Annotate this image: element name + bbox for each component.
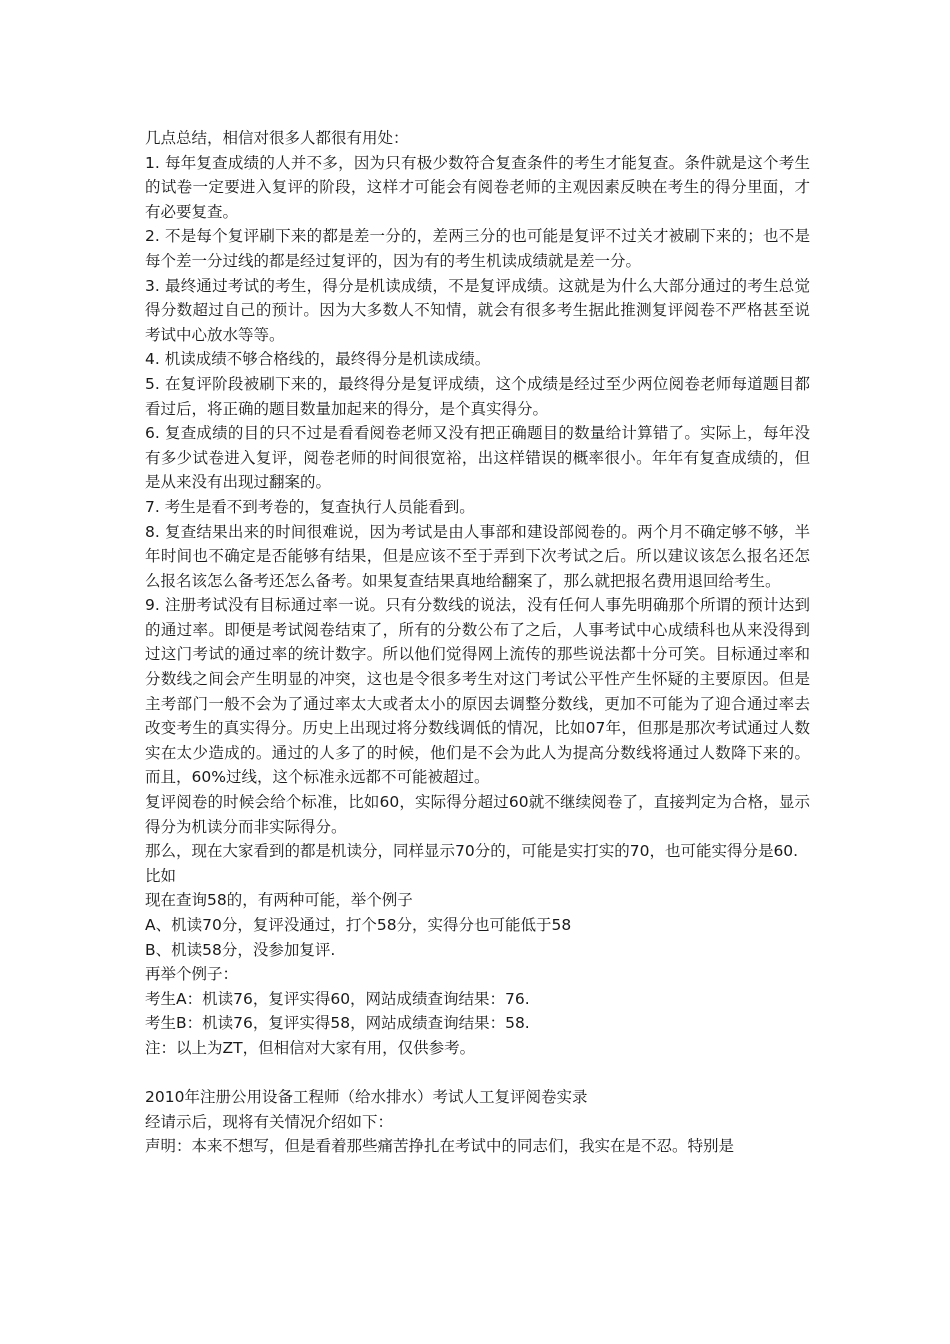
blank-line <box>145 1061 810 1086</box>
document-body <box>145 126 810 1159</box>
paragraph-point-8: 8. 复查结果出来的时间很难说，因为考试是由人事部和建设部阅卷的。两个月不确定够不够，半年时间也不确定是否能够有结果，但是应该不至于弄到下次考试之后。所以建议该怎么报名还怎么报名该怎么备考还怎么备考。如果复查结果真地给翻案了，那么就把报名费用退回给考生。 <box>145 522 810 590</box>
paragraph-point-9: 9. 注册考试没有目标通过率一说。只有分数线的说法，没有任何人事先明确那个所谓的预计达到的通过率。即便是考试阅卷结束了，所有的分数公布了之后，人事考试中心成绩科也从来没得到过这门考试的通过率的统计数字。所以他们觉得网上流传的那些说法都十分可笑。目标通过率和分数线之间会产生明显的冲突，这也是令很多考生对这门考试公平性产生怀疑的主要原因。但是主考部门一般不会为了通过率太大或者太小的原因去调整分数线，更加不可能为了迎合通过率去改变考生的真实得分。历史上出现过将分数线调低的情况，比如07年，但那是那次考试通过人数实在太少造成的。通过的人多了的时候，他们是不会为此人为提高分数线将通过人数降下来的。而且，60%过线，这个标准永远都不可能被超过。 <box>145 596 810 787</box>
paragraph-query-58: 现在查询58的，有两种可能，举个例子 <box>145 891 413 910</box>
paragraph-intro: 几点总结，相信对很多人都很有用处： <box>145 129 409 147</box>
paragraph-review-standard: 复评阅卷的时候会给个标准，比如60，实际得分超过60就不继续阅卷了，直接判定为合格，显示得分为机读分而非实际得分。 <box>145 793 810 836</box>
paragraph-case-a: A、机读70分，复评没通过，打个58分，实得分也可能低于58 <box>145 916 572 934</box>
paragraph-point-1: 1. 每年复查成绩的人并不多，因为只有极少数符合复查条件的考生才能复查。条件就是这个考生的试卷一定要进入复评的阶段，这样才可能会有阅卷老师的主观因素反映在考生的得分里面，才有必要复查。 <box>145 153 810 221</box>
paragraph-candidate-b: 考生B：机读76，复评实得58，网站成绩查询结果：58. <box>145 1014 530 1033</box>
paragraph-for-example: 比如 <box>145 866 177 885</box>
paragraph-point-7: 7. 考生是看不到考卷的，复查执行人员能看到。 <box>145 497 475 516</box>
paragraph-introduction: 经请示后，现将有关情况介绍如下： <box>145 1112 394 1131</box>
paragraph-note: 注：以上为ZT，但相信对大家有用，仅供参考。 <box>145 1038 476 1057</box>
paragraph-point-3: 3. 最终通过考试的考生，得分是机读成绩，不是复评成绩。这就是为什么大部分通过的考生总觉得分数超过自己的预计。因为大多数人不知情，就会有很多考生据此推测复评阅卷不严格甚至说考试中心放水等等。 <box>145 276 810 344</box>
paragraph-case-b: B、机读58分，没参加复评. <box>145 940 336 959</box>
section-title: 2010年注册公用设备工程师（给水排水）考试人工复评阅卷实录 <box>145 1088 588 1107</box>
paragraph-point-5: 5. 在复评阶段被刷下来的，最终得分是复评成绩，这个成绩是经过至少两位阅卷老师每道题目都看过后，将正确的题目数量加起来的得分，是个真实得分。 <box>145 374 810 418</box>
paragraph-point-4: 4. 机读成绩不够合格线的，最终得分是机读成绩。 <box>145 350 491 369</box>
paragraph-statement: 声明：本来不想写，但是看着那些痛苦挣扎在考试中的同志们，我实在是不忍。特别是 <box>145 1137 735 1156</box>
paragraph-candidate-a: 考生A：机读76，复评实得60，网站成绩查询结果：76. <box>145 989 530 1008</box>
paragraph-point-6: 6. 复查成绩的目的只不过是看看阅卷老师又没有把正确题目的数量给计算错了。实际上，每年没有多少试卷进入复评，阅卷老师的时间很宽裕，出这样错误的概率很小。年年有复查成绩的，但是从来没有出现过翻案的。 <box>145 424 810 492</box>
paragraph-another-example: 再举个例子： <box>145 965 239 984</box>
paragraph-point-2: 2. 不是每个复评刷下来的都是差一分的，差两三分的也可能是复评不过关才被刷下来的；也不是每个差一分过线的都是经过复评的，因为有的考生机读成绩就是差一分。 <box>145 227 810 270</box>
paragraph-machine-score: 那么，现在大家看到的都是机读分，同样显示70分的，可能是实打实的70，也可能实得分是60. <box>145 842 799 861</box>
